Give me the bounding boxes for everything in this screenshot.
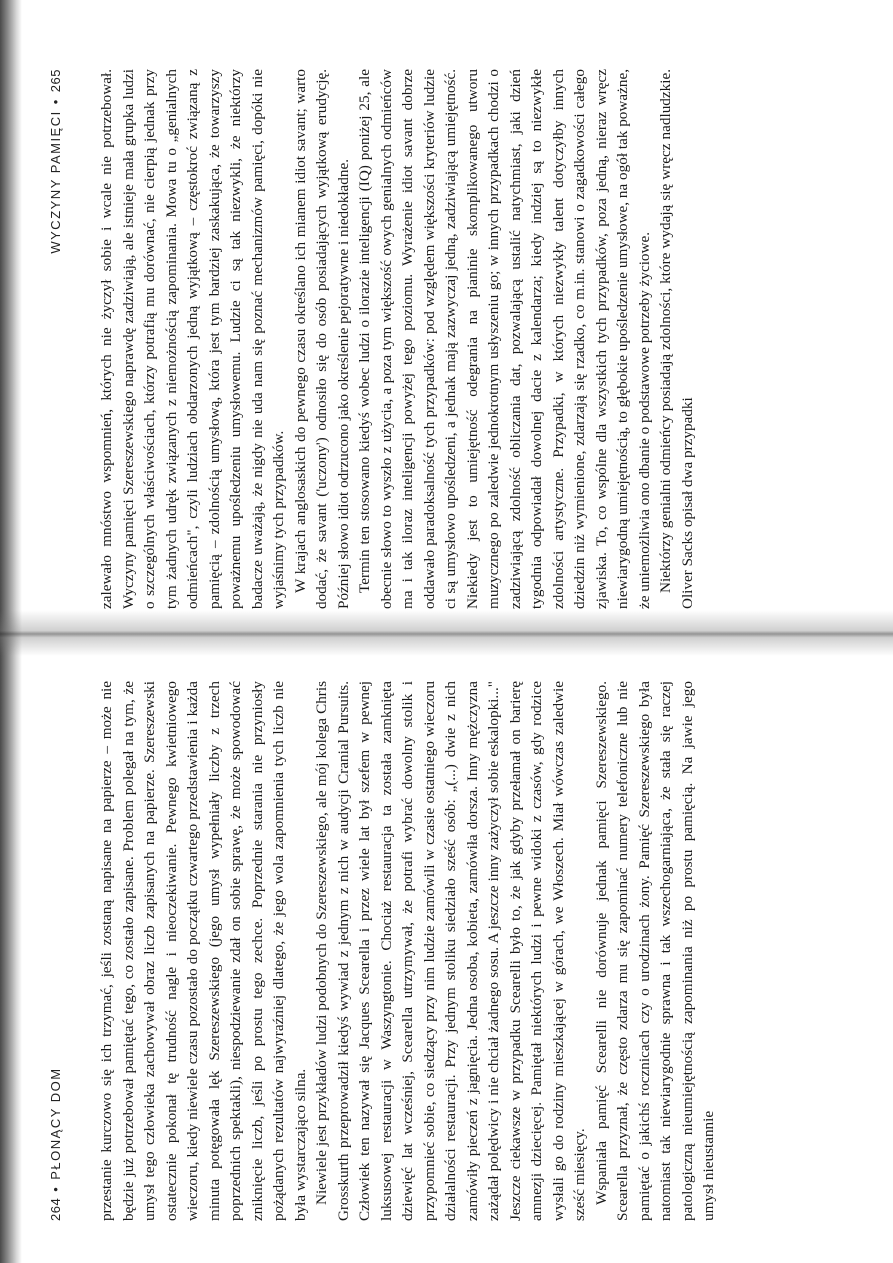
right-paragraph-3: Termin ten stosowano kiedyś wobec ludzi o ilorazie inteligencji (IQ) poniżej 25, ale obecnie słowo to wyszło z użycia, a poza tym większość owych genialnych odmieńców ma i tak iloraz inteligencji powyżej tego poziomu. Wyrażenie idiot savant dobrze oddawało paradoksalność tych przypadków: pod względem większości kryteriów ludzie ci są umysłowo upośledzeni, a jednak mają zazwyczaj jedną, zadziwiającą umiejętność. Niekiedy jest to umiejętność odegrania na pianinie skomplikowanego utworu muzycznego po zaledwie jednokrotnym usłyszeniu go; w innych przypadkach chodzi o zadziwiającą zdolność obliczania dat, pozwalającą ustalić natychmiast, jaki dzień tygodnia odpowiadał dowolnej dacie z kalendarza; kiedy indziej są to niezwykłe zdolności artystyczne. Przypadki, w których niezwykły talent dotyczyłby innych dziedzin niż wymienione, zdarzają się rzadko, co m.in. stanowi o zagadkowości całego zjawiska. To, co wspólne dla wszystkich tych przypadków, poza jedną, nieraz wręcz niewiarygodną umiejętnością, to głębokie upośledzenie umysłowe, na ogół tak poważne, że uniemożliwia ono dbanie o podstawowe potrzeby życiowe. — [356, 69, 653, 609]
left-page — [0, 663, 893, 1263]
right-header-separator: • — [48, 98, 63, 105]
right-page-header — [48, 69, 70, 254]
left-paragraph-3: Wspaniała pamięć Scearelli nie dorównuje jednak pamięci Szereszewskiego. Scearella przyznał, że często zdarza mu się zapominać numery telefoniczne lub nie pamiętać o jakichś rocznicach czy o urodzinach żony. Pamięć Szereszewskiego była natomiast tak niewiarygodnie sprawna i tak wszechogarniająca, że stała się raczej patologiczną nieumiejętnością zapominania niż po prostu pamięcią. Na jawie jego umysł nieustannie — [592, 681, 717, 1221]
left-running-head: PŁONĄCY DOM — [48, 1067, 63, 1180]
right-paragraph-4: Niektórzy genialni odmieńcy posiadają zdolności, które wydają się wręcz nadludzkie. Oliver Sacks opisał dwa przypadki — [657, 69, 696, 609]
right-running-head: WYCZYNY PAMIĘCI — [48, 110, 63, 254]
left-text-column — [96, 681, 856, 1221]
right-text-column — [96, 69, 856, 609]
right-page-number: 265 — [48, 69, 63, 93]
right-paragraph-1: zalewało mnóstwo wspomnień, których nie życzył sobie i wcale nie potrzebował. Wyczyny pamięci Szereszewskiego naprawdę zadziwiają, ale istnieje mała grupka ludzi o szczególnych właściwościach, którzy potrafią mu dorównać, nie cierpią jednak przy tym żadnych udręk związanych z niemożnością zapominania. Mowa tu o „genialnych odmieńcach", czyli ludziach obdarzonych jedną wyjątkową – częstokroć związaną z pamięcią – zdolnością umysłową, która jest tym bardziej zaskakująca, że towarzyszy poważnemu upośledzeniu umysłowemu. Ludzie ci są tak niezwykli, że niektórzy badacze uważają, że nigdy nie uda nam się poznać mechanizmów pamięci, dopóki nie wyjaśnimy tych przypadków. — [98, 69, 287, 609]
left-page-header — [48, 1067, 70, 1221]
left-page-number: 264 — [48, 1197, 63, 1221]
left-header-separator: • — [48, 1185, 63, 1192]
right-page — [0, 23, 893, 623]
left-paragraph-2: Niewiele jest przykładów ludzi podobnych do Szereszewskiego, ale mój kolega Chris Grosskurth przeprowadził kiedyś wywiad z jednym z nich w audycji Cranial Pursuits. Człowiek ten nazywał się Jacques Scearella i przez wiele lat był szefem w pewnej luksusowej restauracji w Waszyngtonie. Chociaż restauracja ta została zamknięta dziewięć lat wcześniej, Scearella utrzymywał, że potrafi wybrać dowolny stolik i przypomnieć sobie, co siedzący przy nim ludzie zamówili w czasie ostatniego wieczoru działalności restauracji. Przy jednym stoliku siedziało sześć osób: „(...) dwie z nich zamówiły pieczeń z jagnięcia. Jedna osoba, kobieta, zamówiła dorsza. Inny mężczyzna zażądał polędwicy i nie chciał żadnego sosu. A jeszcze inny zażyczył sobie eskalopki..." Jeszcze ciekawsze w przypadku Scearelli było to, że jak gdyby przełamał on barierę amnezji dziecięcej. Pamiętał niektórych ludzi i pewne widoki z czasów, gdy rodzice wysłali go do rodziny mieszkającej w górach, we Włoszech. Miał wówczas zaledwie sześć miesięcy. — [313, 681, 588, 1221]
left-paragraph-1: przestanie kurczowo się ich trzymać, jeśli zostaną napisane na papierze – może nie będzie już potrzebował pamiętać tego, co zostało zapisane. Problem polegał na tym, że umysł tego człowieka zachowywał obraz liczb zapisanych na papierze. Szereszewski ostatecznie pokonał tę trudność nagle i nieoczekiwanie. Pewnego kwietniowego wieczoru, kiedy niewiele czasu pozostało do początku czwartego przedstawienia i każda minuta potęgowała lęk Szereszewskiego (jego umysł wypełniały liczby z trzech poprzednich spektakli), niespodziewanie zdał on sobie sprawę, że może spowodować zniknięcie liczb, jeśli po prostu tego zechce. Poprzednie starania nie przyniosły pożądanych rezultatów najwyraźniej dlatego, że jego wola zapomnienia tych liczb nie była wystarczająco silna. — [98, 681, 309, 1221]
right-paragraph-2: W krajach anglosaskich do pewnego czasu określano ich mianem idiot savant; warto dodać, że savant ('uczony') odnosiło się do osób posiadających wyjątkową erudycję. Później słowo idiot odrzucono jako określenie pejoratywne i niedokładne. — [291, 69, 352, 609]
